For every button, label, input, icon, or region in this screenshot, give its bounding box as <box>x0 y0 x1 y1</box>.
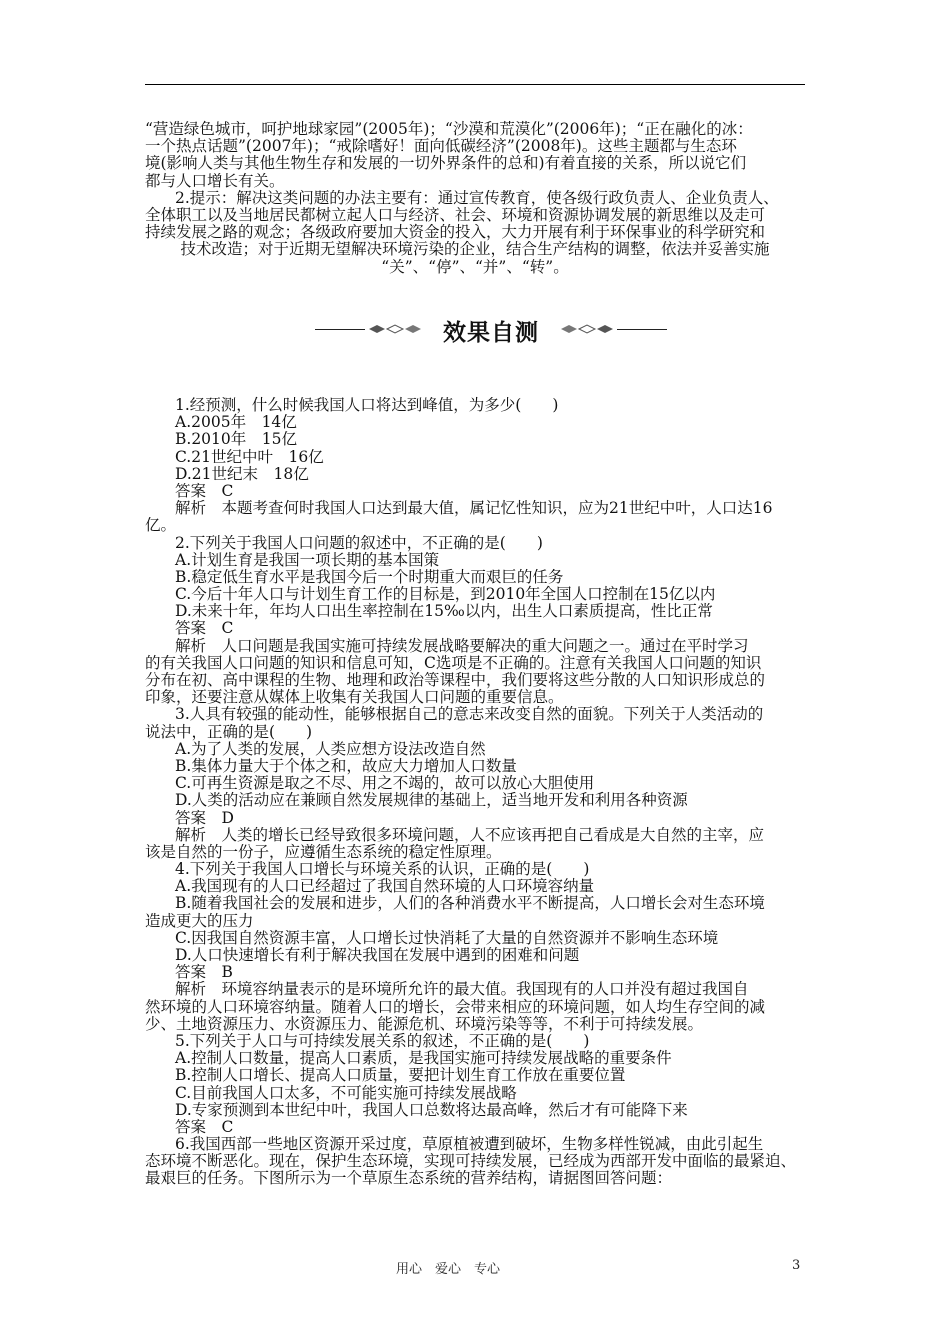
option-line: B.随着我国社会的发展和进步，人们的各种消费水平不断提高，人口增长会对生态环境 <box>175 894 765 913</box>
option-line: C.21世纪中叶 16亿 <box>175 447 324 466</box>
analysis-line: 少、土地资源压力、水资源压力、能源危机、环境污染等等，不利于可持续发展。 <box>145 1014 704 1033</box>
analysis-line: 印象，还要注意从媒体上收集有关我国人口问题的重要信息。 <box>145 688 564 707</box>
section-right-ornament-icon <box>555 323 615 335</box>
option-line: 造成更大的压力 <box>145 911 254 930</box>
option-line: A.控制人口数量，提高人口素质，是我国实施可持续发展战略的重要条件 <box>175 1049 672 1068</box>
option-line: A.2005年 14亿 <box>175 413 297 432</box>
analysis-line: 亿。 <box>145 516 177 535</box>
option-line: B.控制人口增长、提高人口质量，要把计划生育工作放在重要位置 <box>175 1066 626 1085</box>
section-header <box>315 312 667 348</box>
option-line: D.专家预测到本世纪中叶，我国人口总数将达最高峰，然后才有可能降下来 <box>175 1100 688 1119</box>
text-line: “关”、“停”、“并”、“转”。 <box>381 257 569 276</box>
text-line: 技术改造；对于近期无望解决环境污染的企业，结合生产结构的调整，依法并妥善实施 <box>180 240 770 259</box>
text-line: 都与人口增长有关。 <box>145 171 285 190</box>
answer-line: 答案 C <box>175 481 234 500</box>
analysis-line: 解析 人类的增长已经导致很多环境问题，人不应该再把自己看成是大自然的主宰，应 <box>175 825 765 844</box>
text-line: 持续发展之路的观念；各级政府要加大资金的投入，大力开展有利于环保事业的科学研究和 <box>145 223 766 242</box>
option-line: C.因我国自然资源丰富，人口增长过快消耗了大量的自然资源并不影响生态环境 <box>175 928 719 947</box>
question-line: 最艰巨的任务。下图所示为一个草原生态系统的营养结构，请据图回答问题： <box>145 1169 673 1188</box>
question-line: 说法中，正确的是( ) <box>145 722 313 741</box>
option-line: B.稳定低生育水平是我国今后一个时期重大而艰巨的任务 <box>175 567 564 586</box>
answer-line: 答案 D <box>175 808 234 827</box>
answer-line: 答案 C <box>175 619 234 638</box>
text-line: “营造绿色城市，呵护地球家园”(2005年)；“沙漠和荒漠化”(2006年)；“正在融化的冰： <box>145 120 753 138</box>
section-title: 效果自测 <box>443 320 539 346</box>
option-line: B.2010年 15亿 <box>175 430 297 449</box>
option-line: D.人口快速增长有利于解决我国在发展中遇到的困难和问题 <box>175 946 580 964</box>
header-rule <box>145 84 805 85</box>
footer-slogan: 用心 爱心 专心 <box>396 1262 501 1277</box>
question-line: 4.下列关于我国人口增长与环境关系的认识，正确的是( ) <box>175 860 590 879</box>
text-line: 全体职工以及当地居民都树立起人口与经济、社会、环境和资源协调发展的新思维以及走可 <box>145 205 766 224</box>
option-line: C.可再生资源是取之不尽、用之不竭的，故可以放心大胆使用 <box>175 774 595 793</box>
option-line: D.21世纪末 18亿 <box>175 464 309 483</box>
question-line: 3.人具有较强的能动性，能够根据自己的意志来改变自然的面貌。下列关于人类活动的 <box>175 705 764 724</box>
option-line: A.我国现有的人口已经超过了我国自然环境的人口环境容纳量 <box>175 877 595 896</box>
question-line: 态环境不断恶化。现在，保护生态环境，实现可持续发展，已经成为西部开发中面临的最紧迫、 <box>145 1152 797 1171</box>
analysis-line: 分布在初、高中课程的生物、地理和政治等课程中，我们要将这些分散的人口知识形成总的 <box>145 671 766 689</box>
answer-line: 答案 C <box>175 1117 234 1136</box>
analysis-line: 然环境的人口环境容纳量。随着人口的增长，会带来相应的环境问题，如人均生存空间的减 <box>145 997 766 1016</box>
analysis-line: 解析 本题考查何时我国人口达到最大值，属记忆性知识，应为21世纪中叶，人口达16 <box>175 499 773 518</box>
option-line: A.为了人类的发展，人类应想方设法改造自然 <box>175 739 486 758</box>
option-line: C.目前我国人口太多，不可能实施可持续发展战略 <box>175 1083 517 1102</box>
analysis-line: 的有关我国人口问题的知识和信息可知，C选项是不正确的。注意有关我国人口问题的知识 <box>145 653 762 672</box>
option-line: C.今后十年人口与计划生育工作的目标是，到2010年全国人口控制在15亿以内 <box>175 585 716 604</box>
option-line: B.集体力量大于个体之和，故应大力增加人口数量 <box>175 756 517 775</box>
analysis-line: 解析 人口问题是我国实施可持续发展战略要解决的重大问题之一。通过在平时学习 <box>175 636 749 655</box>
question-line: 2.下列关于我国人口问题的叙述中，不正确的是( ) <box>175 533 543 552</box>
text-line: 一个热点话题”(2007年)；“戒除嗜好！面向低碳经济”(2008年)。这些主题都与生态环 <box>145 137 737 156</box>
analysis-line: 该是自然的一份子，应遵循生态系统的稳定性原理。 <box>145 842 502 861</box>
text-line: 境(影响人类与其他生物生存和发展的一切外界条件的总和)有着直接的关系，所以说它们 <box>145 154 747 173</box>
quiz-text-block <box>145 397 805 1188</box>
text-line: 2.提示：解决这类问题的办法主要有：通过宣传教育，使各级行政负责人、企业负责人、 <box>175 188 779 207</box>
answer-line: 答案 B <box>175 963 233 982</box>
question-line: 1.经预测，什么时候我国人口将达到峰值，为多少( ) <box>175 396 559 414</box>
section-right-line <box>617 329 667 330</box>
option-line: A.计划生育是我国一项长期的基本国策 <box>175 550 440 569</box>
option-line: D.人类的活动应在兼顾自然发展规律的基础上，适当地开发和利用各种资源 <box>175 791 688 810</box>
question-line: 5.下列关于人口与可持续发展关系的叙述，不正确的是( ) <box>175 1031 590 1050</box>
option-line: D.未来十年，年均人口出生率控制在15‰以内，出生人口素质提高，性比正常 <box>175 602 713 621</box>
intro-text-block <box>145 121 805 276</box>
page-number: 3 <box>792 1258 801 1273</box>
question-line: 6.我国西部一些地区资源开采过度，草原植被遭到破坏，生物多样性锐减，由此引起生 <box>175 1135 764 1154</box>
analysis-line: 解析 环境容纳量表示的是环境所允许的最大值。我国现有的人口并没有超过我国自 <box>175 980 749 999</box>
